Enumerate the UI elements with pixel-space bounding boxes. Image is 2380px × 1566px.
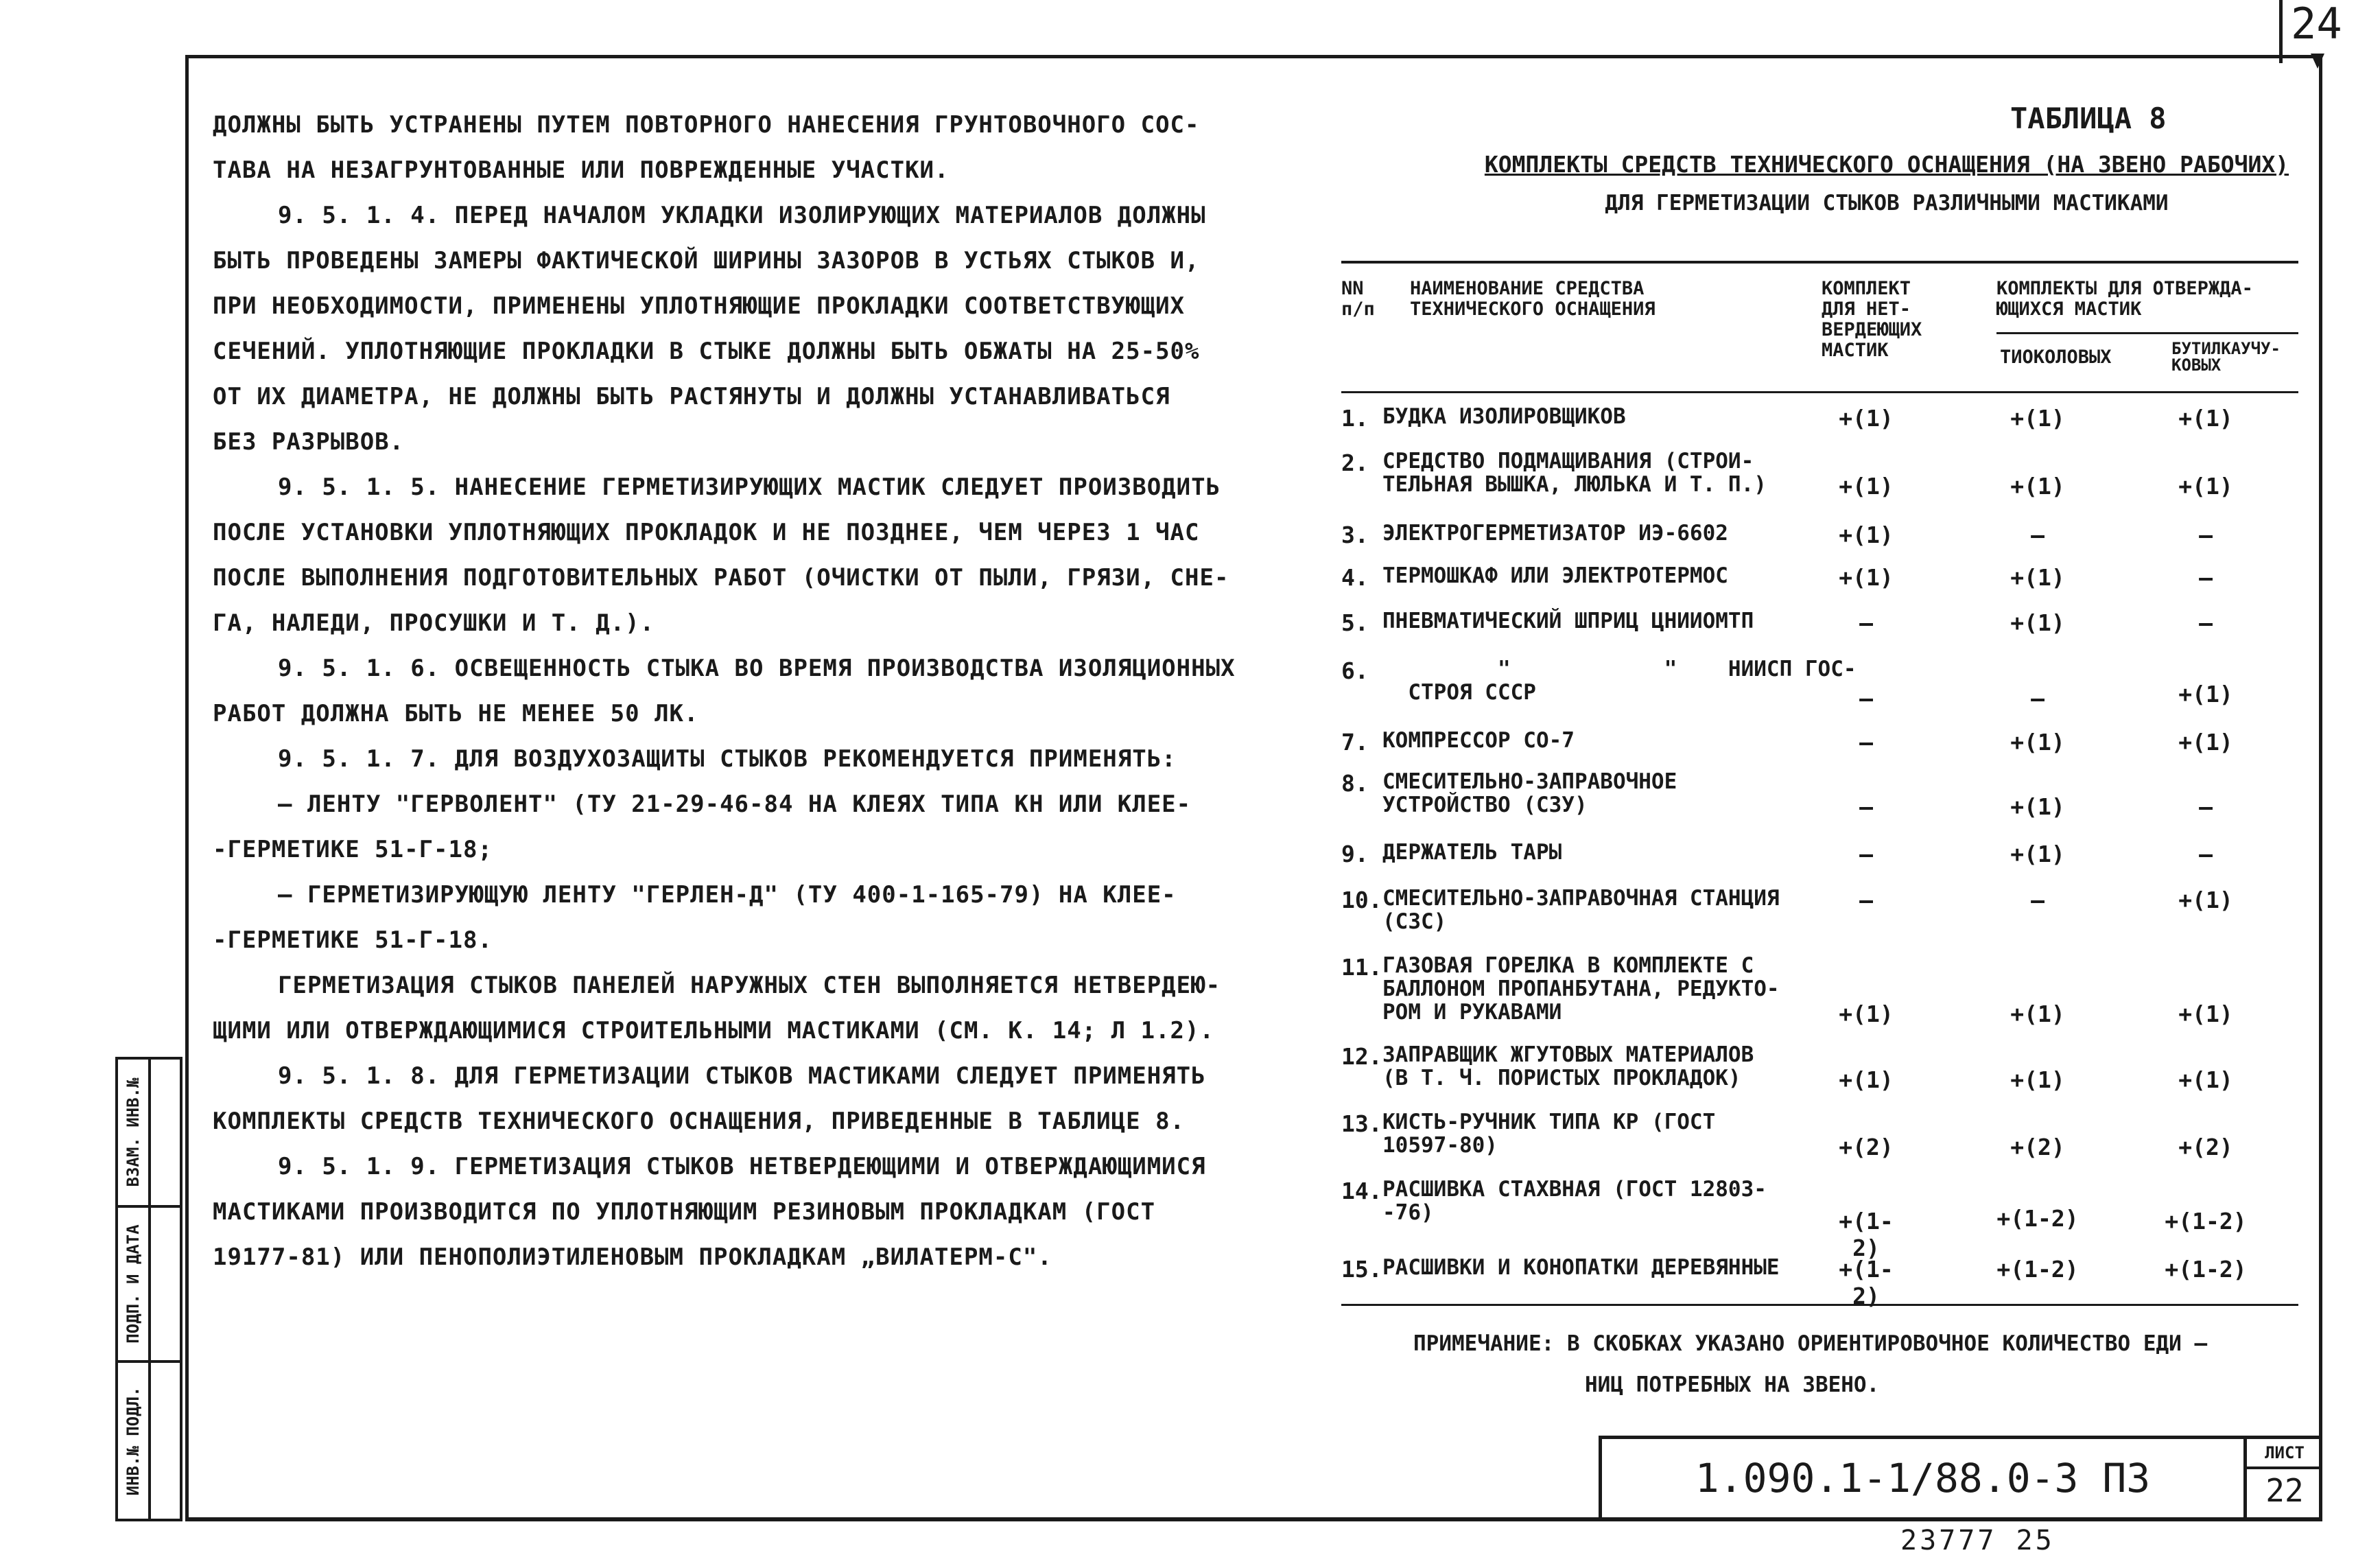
text-line: 9. 5. 1. 8. ДЛЯ ГЕРМЕТИЗАЦИИ СТЫКОВ МАСТИКАМИ СЛЕДУЕТ ПРИМЕНЯТЬ bbox=[278, 1062, 1206, 1090]
row-butyl: +(1) bbox=[2178, 729, 2233, 756]
row-name: РАСШИВКА СТАХВНАЯ (ГОСТ 12803- -76) bbox=[1382, 1177, 1767, 1225]
row-nonhardening: +(1-2) bbox=[1839, 1256, 1894, 1309]
text-line: -ГЕРМЕТИКЕ 51-Г-18. bbox=[213, 926, 493, 954]
row-name: БУДКА ИЗОЛИРОВЩИКОВ bbox=[1382, 404, 1626, 429]
table-title: КОМПЛЕКТЫ СРЕДСТВ ТЕХНИЧЕСКОГО ОСНАЩЕНИЯ (НА ЗВЕНО РАБОЧИХ) bbox=[1484, 151, 2289, 178]
row-name: СРЕДСТВО ПОДМАЩИВАНИЯ (СТРОИ- ТЕЛЬНАЯ ВЫШКА, ЛЮЛЬКА И Т. П.) bbox=[1382, 449, 1767, 497]
row-butyl: – bbox=[2199, 841, 2213, 867]
row-nonhardening: +(1) bbox=[1839, 473, 1894, 500]
strip-label: ПОДП. И ДАТА bbox=[123, 1224, 143, 1344]
col-header-nonhardening: КОМПЛЕКТ ДЛЯ НЕТ- ВЕРДЕЮЩИХ МАСТИК bbox=[1822, 278, 1922, 361]
row-nonhardening: – bbox=[1859, 841, 1873, 867]
row-name: ЭЛЕКТРОГЕРМЕТИЗАТОР ИЭ-6602 bbox=[1382, 521, 1728, 546]
table-rule bbox=[1996, 332, 2298, 334]
row-name: КОМПРЕССОР СО-7 bbox=[1382, 728, 1575, 753]
strip-cell bbox=[115, 1057, 182, 1208]
row-thiokol: – bbox=[2031, 887, 2045, 913]
sheet-number: 22 bbox=[2265, 1472, 2304, 1509]
row-nonhardening: – bbox=[1859, 685, 1873, 712]
row-num: 7. bbox=[1341, 729, 1369, 756]
row-name: ГАЗОВАЯ ГОРЕЛКА В КОМПЛЕКТЕ С БАЛЛОНОМ ПРОПАНБУТАНА, РЕДУКТО- РОМ И РУКАВАМИ bbox=[1382, 953, 1780, 1025]
text-line: -ГЕРМЕТИКЕ 51-Г-18; bbox=[213, 836, 493, 863]
row-thiokol: – bbox=[2031, 522, 2045, 548]
text-line: 9. 5. 1. 7. ДЛЯ ВОЗДУХОЗАЩИТЫ СТЫКОВ РЕКОМЕНДУЕТСЯ ПРИМЕНЯТЬ: bbox=[278, 745, 1177, 773]
table-note-continued: НИЦ ПОТРЕБНЫХ НА ЗВЕНО. bbox=[1585, 1372, 1880, 1397]
side-strip bbox=[115, 1057, 184, 1521]
text-line: КОМПЛЕКТЫ СРЕДСТВ ТЕХНИЧЕСКОГО ОСНАЩЕНИЯ, ПРИВЕДЕННЫЕ В ТАБЛИЦЕ 8. bbox=[213, 1108, 1186, 1135]
col-header-butyl: БУТИЛКАУЧУ- КОВЫХ bbox=[2171, 339, 2281, 375]
table-subtitle: ДЛЯ ГЕРМЕТИЗАЦИИ СТЫКОВ РАЗЛИЧНЫМИ МАСТИКАМИ bbox=[1605, 191, 2169, 215]
row-thiokol: +(1) bbox=[2010, 729, 2065, 756]
row-butyl: +(1-2) bbox=[2165, 1256, 2247, 1283]
text-line: ДОЛЖНЫ БЫТЬ УСТРАНЕНЫ ПУТЕМ ПОВТОРНОГО НАНЕСЕНИЯ ГРУНТОВОЧНОГО СОС- bbox=[213, 111, 1200, 139]
text-line: – ЛЕНТУ "ГЕРВОЛЕНТ" (ТУ 21-29-46-84 НА КЛЕЯХ ТИПА КН ИЛИ КЛЕЕ- bbox=[278, 791, 1192, 818]
text-line: ГА, НАЛЕДИ, ПРОСУШКИ И Т. Д.). bbox=[213, 609, 655, 637]
table-rule bbox=[1341, 391, 2298, 393]
row-thiokol: +(1) bbox=[2010, 793, 2065, 820]
row-name: ДЕРЖАТЕЛЬ ТАРЫ bbox=[1382, 840, 1562, 865]
row-butyl: +(1) bbox=[2178, 681, 2233, 708]
col-header-name: НАИМЕНОВАНИЕ СРЕДСТВА ТЕХНИЧЕСКОГО ОСНАЩЕНИЯ bbox=[1410, 278, 1656, 320]
row-butyl: +(2) bbox=[2178, 1134, 2233, 1160]
text-line: 9. 5. 1. 5. НАНЕСЕНИЕ ГЕРМЕТИЗИРУЮЩИХ МАСТИК СЛЕДУЕТ ПРОИЗВОДИТЬ bbox=[278, 474, 1221, 501]
row-butyl: – bbox=[2199, 793, 2213, 820]
row-thiokol: +(2) bbox=[2010, 1134, 2065, 1160]
row-butyl: +(1) bbox=[2178, 1001, 2233, 1027]
row-butyl: +(1) bbox=[2178, 1066, 2233, 1093]
strip-cell bbox=[115, 1360, 182, 1521]
text-line: БЫТЬ ПРОВЕДЕНЫ ЗАМЕРЫ ФАКТИЧЕСКОЙ ШИРИНЫ ЗАЗОРОВ В УСТЬЯХ СТЫКОВ И, bbox=[213, 247, 1200, 274]
row-num: 12. bbox=[1341, 1043, 1382, 1070]
text-line: ОТ ИХ ДИАМЕТРА, НЕ ДОЛЖНЫ БЫТЬ РАСТЯНУТЫ И ДОЛЖНЫ УСТАНАВЛИВАТЬСЯ bbox=[213, 383, 1170, 410]
row-nonhardening: +(1) bbox=[1839, 1001, 1894, 1027]
strip-label: ИНВ.№ ПОДЛ. bbox=[123, 1386, 143, 1495]
archive-code: 23777 25 bbox=[1900, 1525, 2055, 1556]
row-name: ПНЕВМАТИЧЕСКИЙ ШПРИЦ ЦНИИОМТП bbox=[1382, 609, 1754, 633]
row-thiokol: +(1-2) bbox=[1996, 1205, 2079, 1232]
row-butyl: – bbox=[2199, 609, 2213, 636]
row-name: СМЕСИТЕЛЬНО-ЗАПРАВОЧНАЯ СТАНЦИЯ (СЗС) bbox=[1382, 886, 1780, 934]
text-line: РАБОТ ДОЛЖНА БЫТЬ НЕ МЕНЕЕ 50 ЛК. bbox=[213, 700, 699, 727]
row-butyl: – bbox=[2199, 564, 2213, 591]
row-num: 8. bbox=[1341, 770, 1369, 797]
text-line: ЩИМИ ИЛИ ОТВЕРЖДАЮЩИМИСЯ СТРОИТЕЛЬНЫМИ МАСТИКАМИ (СМ. К. 14; Л 1.2). bbox=[213, 1017, 1214, 1044]
row-thiokol: +(1) bbox=[2010, 1001, 2065, 1027]
document-code: 1.090.1-1/88.0-3 ПЗ bbox=[1599, 1436, 2243, 1521]
row-num: 4. bbox=[1341, 564, 1369, 591]
row-nonhardening: – bbox=[1859, 793, 1873, 820]
row-num: 15. bbox=[1341, 1256, 1382, 1283]
row-nonhardening: +(2) bbox=[1839, 1134, 1894, 1160]
col-header-num: NN п/п bbox=[1341, 278, 1375, 320]
row-thiokol: +(1) bbox=[2010, 564, 2065, 591]
text-line: ПОСЛЕ УСТАНОВКИ УПЛОТНЯЮЩИХ ПРОКЛАДОК И НЕ ПОЗДНЕЕ, ЧЕМ ЧЕРЕЗ 1 ЧАС bbox=[213, 519, 1200, 546]
row-nonhardening: – bbox=[1859, 887, 1873, 913]
row-nonhardening: +(1) bbox=[1839, 564, 1894, 591]
table-note: ПРИМЕЧАНИЕ: В СКОБКАХ УКАЗАНО ОРИЕНТИРОВОЧНОЕ КОЛИЧЕСТВО ЕДИ – bbox=[1413, 1331, 2208, 1356]
row-thiokol: +(1) bbox=[2010, 609, 2065, 636]
row-thiokol: +(1) bbox=[2010, 841, 2065, 867]
row-nonhardening: +(1) bbox=[1839, 522, 1894, 548]
text-line: 9. 5. 1. 9. ГЕРМЕТИЗАЦИЯ СТЫКОВ НЕТВЕРДЕЮЩИМИ И ОТВЕРЖДАЮЩИМИСЯ bbox=[278, 1153, 1206, 1180]
col-header-thiokol: ТИОКОЛОВЫХ bbox=[2000, 347, 2112, 368]
text-line: – ГЕРМЕТИЗИРУЮЩУЮ ЛЕНТУ "ГЕРЛЕН-Д" (ТУ 400-1-165-79) НА КЛЕЕ- bbox=[278, 881, 1177, 909]
row-name: ТЕРМОШКАФ ИЛИ ЭЛЕКТРОТЕРМОС bbox=[1382, 563, 1728, 588]
row-num: 1. bbox=[1341, 405, 1369, 432]
row-num: 11. bbox=[1341, 954, 1382, 981]
table-rule bbox=[1341, 1304, 2298, 1306]
row-num: 2. bbox=[1341, 449, 1369, 476]
row-name: ЗАПРАВЩИК ЖГУТОВЫХ МАТЕРИАЛОВ (В Т. Ч. ПОРИСТЫХ ПРОКЛАДОК) bbox=[1382, 1042, 1754, 1090]
text-line: 19177-81) ИЛИ ПЕНОПОЛИЭТИЛЕНОВЫМ ПРОКЛАДКАМ „ВИЛАТЕРМ-С". bbox=[213, 1243, 1052, 1271]
text-line: ГЕРМЕТИЗАЦИЯ СТЫКОВ ПАНЕЛЕЙ НАРУЖНЫХ СТЕН ВЫПОЛНЯЕТСЯ НЕТВЕРДЕЮ- bbox=[278, 972, 1221, 999]
text-line: 9. 5. 1. 6. ОСВЕЩЕННОСТЬ СТЫКА ВО ВРЕМЯ ПРОИЗВОДСТВА ИЗОЛЯЦИОННЫХ bbox=[278, 655, 1236, 682]
row-nonhardening: +(1-2) bbox=[1839, 1208, 1894, 1261]
text-line: ПОСЛЕ ВЫПОЛНЕНИЯ ПОДГОТОВИТЕЛЬНЫХ РАБОТ (ОЧИСТКИ ОТ ПЫЛИ, ГРЯЗИ, СНЕ- bbox=[213, 564, 1229, 592]
text-line: БЕЗ РАЗРЫВОВ. bbox=[213, 428, 405, 456]
text-line: ПРИ НЕОБХОДИМОСТИ, ПРИМЕНЕНЫ УПЛОТНЯЮЩИЕ ПРОКЛАДКИ СООТВЕТСТВУЮЩИХ bbox=[213, 292, 1186, 320]
table-caption: ТАБЛИЦА 8 bbox=[2010, 102, 2167, 135]
row-thiokol: +(1) bbox=[2010, 405, 2065, 432]
row-butyl: +(1) bbox=[2178, 887, 2233, 913]
strip-label: ВЗАМ. ИНВ.№ bbox=[123, 1077, 143, 1187]
row-name: " " НИИСП ГОС- СТРОЯ СССР bbox=[1408, 657, 1857, 705]
row-num: 6. bbox=[1341, 657, 1369, 684]
sheet-label: ЛИСТ bbox=[2247, 1439, 2322, 1469]
row-nonhardening: +(1) bbox=[1839, 1066, 1894, 1093]
row-num: 9. bbox=[1341, 841, 1369, 867]
text-line: СЕЧЕНИЙ. УПЛОТНЯЮЩИЕ ПРОКЛАДКИ В СТЫКЕ ДОЛЖНЫ БЫТЬ ОБЖАТЫ НА 25-50% bbox=[213, 338, 1200, 365]
row-name: РАСШИВКИ И КОНОПАТКИ ДЕРЕВЯННЫЕ bbox=[1382, 1255, 1780, 1280]
row-name: КИСТЬ-РУЧНИК ТИПА КР (ГОСТ 10597-80) bbox=[1382, 1110, 1716, 1158]
text-line: 9. 5. 1. 4. ПЕРЕД НАЧАЛОМ УКЛАДКИ ИЗОЛИРУЮЩИХ МАТЕРИАЛОВ ДОЛЖНЫ bbox=[278, 202, 1206, 229]
row-num: 10. bbox=[1341, 887, 1382, 913]
row-num: 5. bbox=[1341, 609, 1369, 636]
strip-cell bbox=[115, 1205, 182, 1363]
row-num: 14. bbox=[1341, 1178, 1382, 1204]
row-thiokol: +(1) bbox=[2010, 473, 2065, 500]
row-thiokol: – bbox=[2031, 685, 2045, 712]
row-butyl: +(1) bbox=[2178, 473, 2233, 500]
row-num: 13. bbox=[1341, 1110, 1382, 1137]
drawing-frame bbox=[185, 55, 2322, 1521]
row-butyl: +(1-2) bbox=[2165, 1208, 2247, 1235]
col-header-hardening: КОМПЛЕКТЫ ДЛЯ ОТВЕРЖДА- ЮЩИХСЯ МАСТИК bbox=[1996, 278, 2253, 320]
row-num: 3. bbox=[1341, 522, 1369, 548]
sheet-box bbox=[2243, 1436, 2322, 1521]
row-name: СМЕСИТЕЛЬНО-ЗАПРАВОЧНОЕ УСТРОЙСТВО (СЗУ) bbox=[1382, 769, 1677, 817]
row-nonhardening: +(1) bbox=[1839, 405, 1894, 432]
text-line: ТАВА НА НЕЗАГРУНТОВАННЫЕ ИЛИ ПОВРЕЖДЕННЫЕ УЧАСТКИ. bbox=[213, 156, 950, 184]
row-thiokol: +(1) bbox=[2010, 1066, 2065, 1093]
row-butyl: +(1) bbox=[2178, 405, 2233, 432]
row-nonhardening: – bbox=[1859, 729, 1873, 756]
table-rule bbox=[1341, 261, 2298, 264]
text-line: МАСТИКАМИ ПРОИЗВОДИТСЯ ПО УПЛОТНЯЮЩИМ РЕЗИНОВЫМ ПРОКЛАДКАМ (ГОСТ bbox=[213, 1198, 1156, 1226]
row-butyl: – bbox=[2199, 522, 2213, 548]
row-thiokol: +(1-2) bbox=[1996, 1256, 2079, 1283]
row-nonhardening: – bbox=[1859, 609, 1873, 636]
page-number: 24 bbox=[2279, 0, 2334, 63]
